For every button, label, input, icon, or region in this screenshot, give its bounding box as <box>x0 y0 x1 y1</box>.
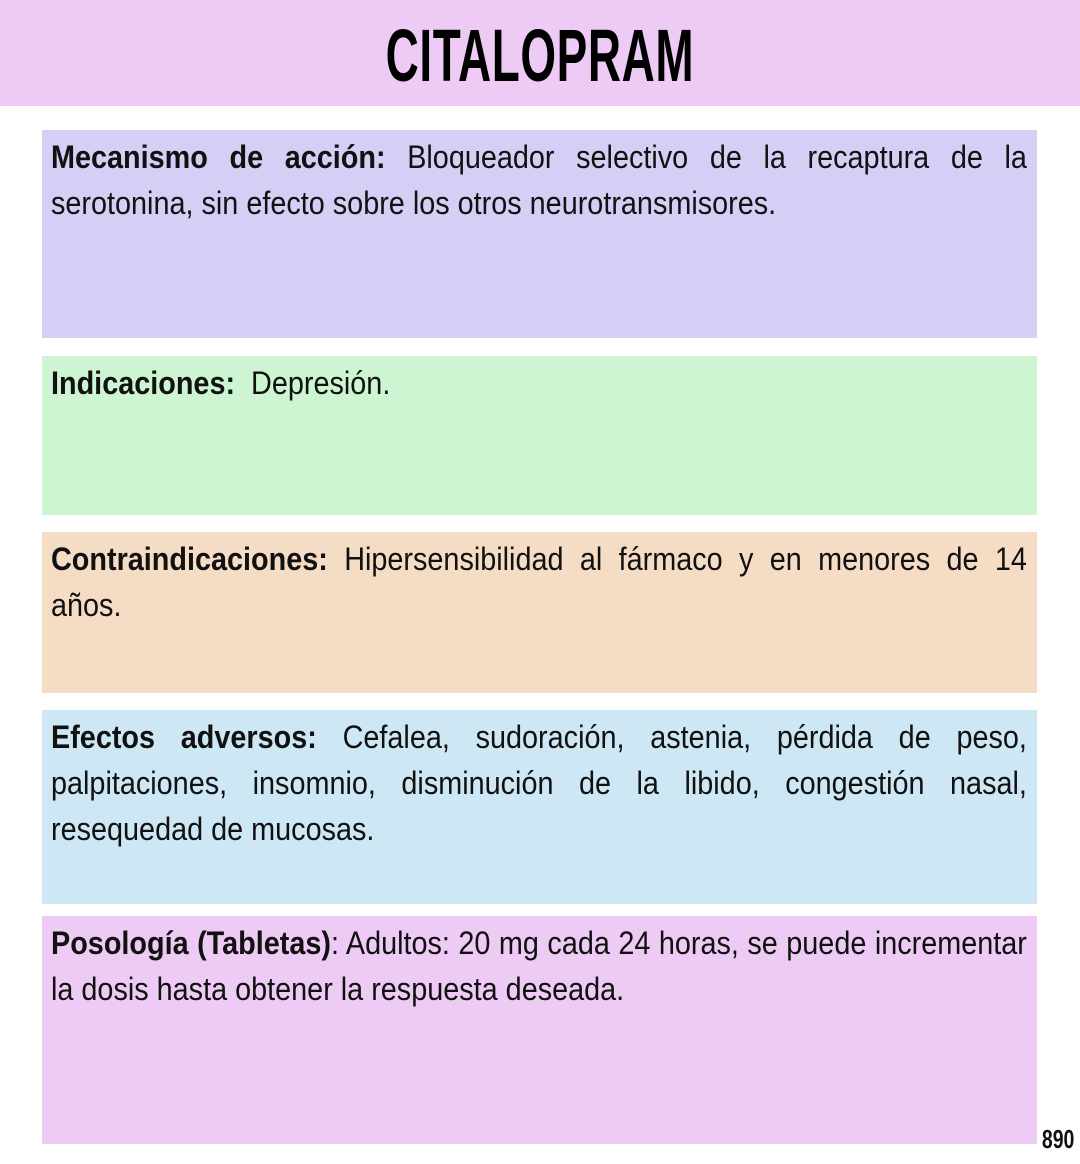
section-contraindicaciones <box>42 532 1037 693</box>
section-text: Bloqueador selectivo de la recaptura de la serotonina, sin efecto sobre los otros neurotransmisores. <box>51 139 1027 221</box>
section-text: Cefalea, sudoración, astenia, pérdida de peso, palpitaciones, insomnio, disminución de la libido, congestión nasal, resequedad de mucosas. <box>51 719 1027 847</box>
section-text: : Adultos: 20 mg cada 24 horas, se puede incrementar la dosis hasta obtener la respuesta deseada. <box>51 925 1027 1007</box>
section-mecanismo <box>42 130 1037 338</box>
section-efectos-adversos <box>42 710 1037 904</box>
section-text: Depresión. <box>235 365 391 401</box>
page-number: 890 <box>1041 1124 1074 1154</box>
section-posologia <box>42 916 1037 1144</box>
section-label: Mecanismo de acción: <box>51 139 386 175</box>
section-label: Contraindicaciones: <box>51 541 328 577</box>
section-indicaciones <box>42 356 1037 515</box>
page-title: CITALOPRAM <box>385 14 695 97</box>
section-label: Posología (Tabletas) <box>51 925 331 961</box>
section-label: Indicaciones: <box>51 365 236 401</box>
section-text: Hipersensibilidad al fármaco y en menores de 14 años. <box>51 541 1027 623</box>
title-banner <box>0 0 1080 106</box>
section-label: Efectos adversos: <box>51 719 317 755</box>
